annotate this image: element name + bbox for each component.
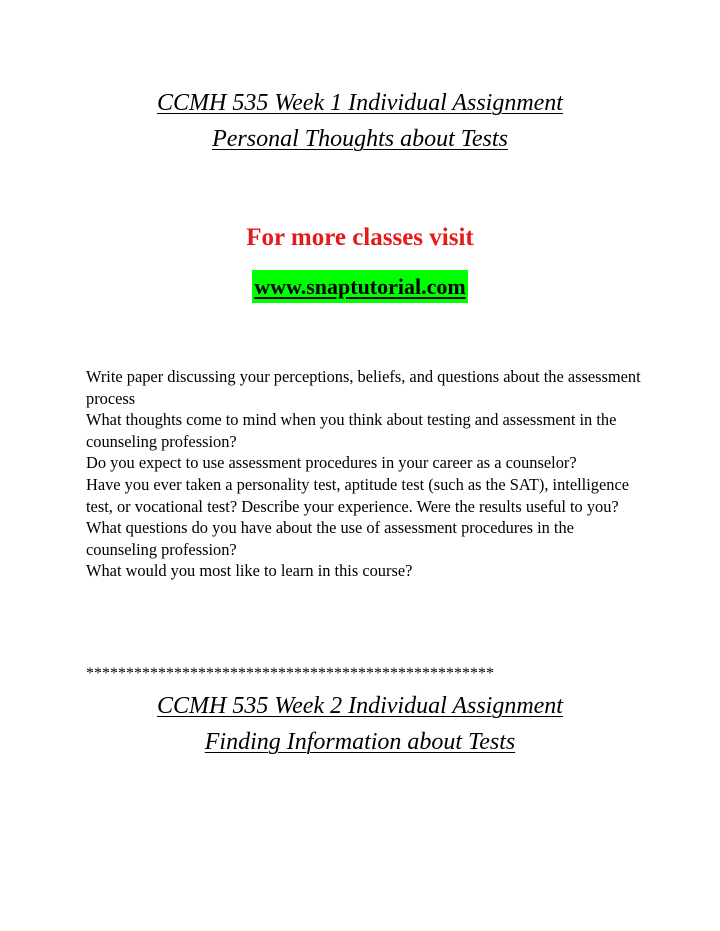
body-paragraph: What questions do you have about the use of assessment procedures in the counseling profession? <box>86 518 574 559</box>
promo-text: For more classes visit <box>246 224 474 251</box>
promo-link-wrap <box>0 270 720 303</box>
week2-title <box>0 689 720 723</box>
week2-title-line1: CCMH 535 Week 2 Individual Assignment <box>157 693 563 719</box>
week1-subtitle <box>0 122 720 156</box>
body-paragraph: Do you expect to use assessment procedures in your career as a counselor? <box>86 453 577 473</box>
assignment-body <box>86 366 646 582</box>
week1-title <box>0 86 720 120</box>
week1-title-line1: CCMH 535 Week 1 Individual Assignment <box>157 90 563 116</box>
body-paragraph: Write paper discussing your perceptions, beliefs, and questions about the assessment process <box>86 367 641 408</box>
week1-title-line2: Personal Thoughts about Tests <box>212 126 508 152</box>
website-link[interactable]: www.snaptutorial.com <box>252 270 467 303</box>
separator-line: *************************************************** <box>86 665 494 682</box>
week2-title-line2: Finding Information about Tests <box>204 729 516 755</box>
body-paragraph: Have you ever taken a personality test, aptitude test (such as the SAT), intelligence test, or vocational test? Describe your experience. Were the results useful to you? <box>86 474 629 516</box>
body-paragraph: What would you most like to learn in this course? <box>86 561 413 581</box>
week2-subtitle <box>0 725 720 759</box>
body-paragraph: What thoughts come to mind when you think about testing and assessment in the counseling profession? <box>86 410 617 451</box>
